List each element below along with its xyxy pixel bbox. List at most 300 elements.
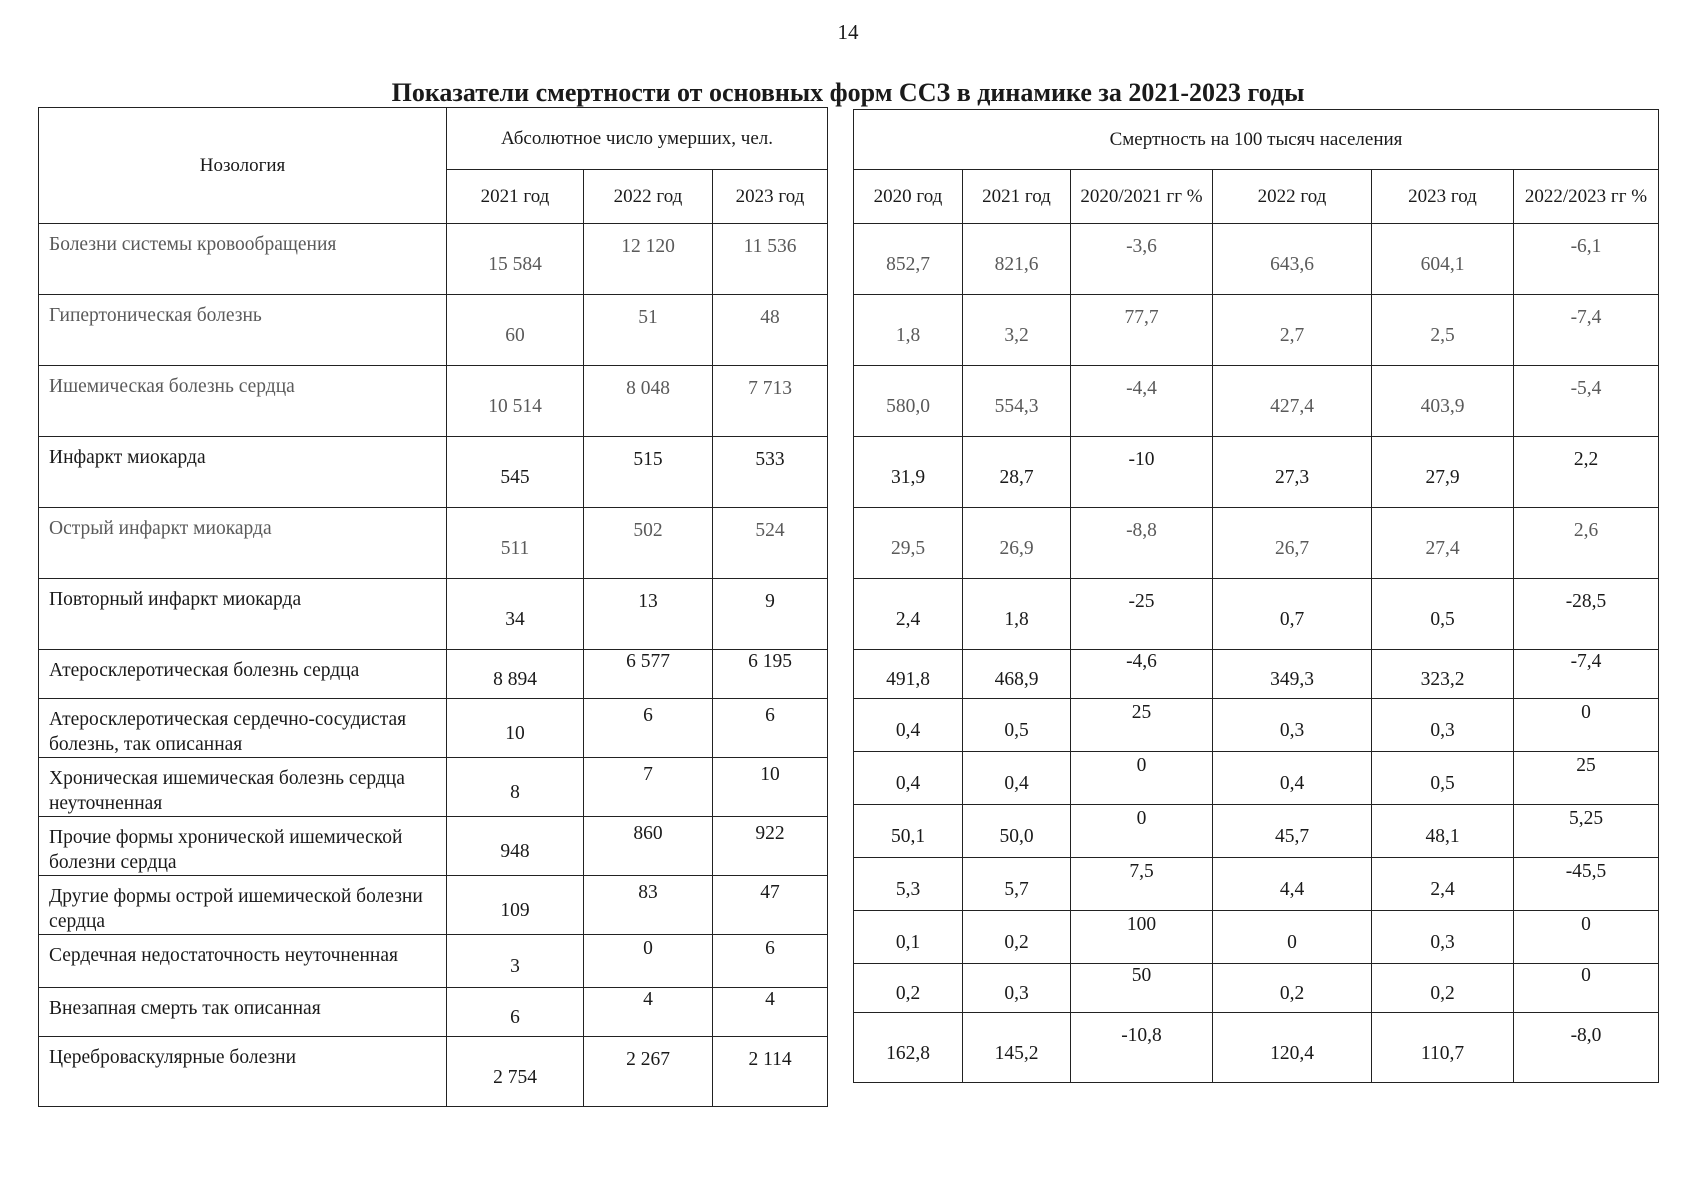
value-cell xyxy=(713,224,828,295)
value-cell xyxy=(1372,579,1514,650)
value-cell xyxy=(1213,752,1372,805)
table-row xyxy=(39,508,828,579)
cell-value: 48,1 xyxy=(1425,826,1460,847)
value-cell xyxy=(713,366,828,437)
cell-value: 109 xyxy=(500,900,530,921)
value-cell xyxy=(1372,1013,1514,1083)
value-cell xyxy=(1071,437,1213,508)
cell-value: 6 195 xyxy=(748,651,792,672)
value-cell xyxy=(854,437,963,508)
value-cell xyxy=(854,1013,963,1083)
cell-value: 403,9 xyxy=(1420,396,1465,417)
nosology-name: Атеросклеротическая сердечно-сосудистая болезнь, так описанная xyxy=(39,699,447,758)
value-cell xyxy=(447,650,584,699)
cell-value: 948 xyxy=(500,841,530,862)
value-cell xyxy=(1372,911,1514,964)
value-cell xyxy=(1514,752,1659,805)
value-cell xyxy=(1514,699,1659,752)
value-cell xyxy=(1213,964,1372,1013)
value-cell xyxy=(1071,911,1213,964)
value-cell xyxy=(713,1037,828,1107)
value-cell xyxy=(963,805,1071,858)
cell-value: 1,8 xyxy=(895,325,921,346)
table-row xyxy=(854,964,1659,1013)
nosology-name: Повторный инфаркт миокарда xyxy=(39,579,447,650)
cell-value: -7,4 xyxy=(1570,651,1602,672)
value-cell xyxy=(1514,964,1659,1013)
value-cell xyxy=(1071,964,1213,1013)
cell-value: 0,5 xyxy=(1004,720,1029,741)
cell-value: 515 xyxy=(633,449,663,470)
cell-value: 2,6 xyxy=(1573,520,1599,541)
value-cell xyxy=(1071,752,1213,805)
cell-value: 10 xyxy=(760,764,780,785)
cell-value: 2,4 xyxy=(1430,879,1455,900)
cell-value: 8 xyxy=(510,782,520,803)
value-cell xyxy=(1213,508,1372,579)
cell-value: 25 xyxy=(1576,755,1596,776)
value-cell xyxy=(854,699,963,752)
cell-value: 852,7 xyxy=(886,254,930,275)
cell-value: 0,4 xyxy=(895,773,921,794)
mortality-rate-table xyxy=(853,109,1659,1083)
table-row xyxy=(39,817,828,876)
table-row xyxy=(854,295,1659,366)
value-cell xyxy=(713,817,828,876)
cell-value: -8,0 xyxy=(1570,1024,1602,1046)
value-cell xyxy=(1372,366,1514,437)
value-cell xyxy=(854,295,963,366)
cell-value: 524 xyxy=(755,520,785,541)
value-cell xyxy=(713,699,828,758)
value-cell xyxy=(854,366,963,437)
value-cell xyxy=(963,508,1071,579)
value-cell xyxy=(963,699,1071,752)
mortality-rate-header: Смертность на 100 тысяч населения xyxy=(854,110,1659,170)
value-cell xyxy=(447,699,584,758)
cell-value: 2 267 xyxy=(626,1048,670,1070)
table-row xyxy=(854,911,1659,964)
document-title: Показатели смертности от основных форм ССЗ в динамике за 2021-2023 годы xyxy=(391,78,1305,107)
cell-value: 323,2 xyxy=(1420,669,1465,690)
cell-value: 6 577 xyxy=(626,651,670,672)
value-cell xyxy=(1213,579,1372,650)
value-cell xyxy=(447,437,584,508)
value-cell xyxy=(1514,1013,1659,1083)
cell-value: 28,7 xyxy=(999,467,1034,488)
cell-value: 0,4 xyxy=(895,720,921,741)
cell-value: 5,25 xyxy=(1568,808,1604,829)
value-cell xyxy=(1372,295,1514,366)
cell-value: 0,7 xyxy=(1279,609,1305,630)
cell-value: 604,1 xyxy=(1420,254,1465,275)
value-cell xyxy=(1514,805,1659,858)
cell-value: 50,0 xyxy=(999,826,1034,847)
cell-value: 7 xyxy=(643,764,653,785)
cell-value: 468,9 xyxy=(994,669,1039,690)
value-cell xyxy=(584,699,713,758)
cell-value: 554,3 xyxy=(994,396,1039,417)
table-row xyxy=(854,650,1659,699)
value-cell xyxy=(963,964,1071,1013)
value-cell xyxy=(963,858,1071,911)
nosology-name: Острый инфаркт миокарда xyxy=(39,508,447,579)
value-cell xyxy=(447,366,584,437)
cell-value: 10 xyxy=(505,723,525,744)
value-cell xyxy=(854,805,963,858)
nosology-name: Сердечная недостаточность неуточненная xyxy=(39,935,447,988)
nosology-name: Другие формы острой ишемической болезни сердца xyxy=(39,876,447,935)
value-cell xyxy=(1372,964,1514,1013)
cell-value: 51 xyxy=(638,307,658,328)
cell-value: 8 894 xyxy=(493,669,537,690)
table-row xyxy=(854,224,1659,295)
value-cell xyxy=(1071,366,1213,437)
cell-value: 4,4 xyxy=(1279,879,1305,900)
value-cell xyxy=(1514,366,1659,437)
value-cell xyxy=(1372,858,1514,911)
value-cell xyxy=(1213,805,1372,858)
value-cell xyxy=(584,508,713,579)
value-cell xyxy=(584,876,713,935)
cell-value: 25 xyxy=(1131,702,1152,723)
cell-value: 2 114 xyxy=(748,1048,792,1070)
table-row xyxy=(39,758,828,817)
cell-value: 0,2 xyxy=(895,983,921,1004)
value-cell xyxy=(584,935,713,988)
cell-value: 26,7 xyxy=(1274,538,1310,559)
value-cell xyxy=(713,876,828,935)
cell-value: 7,5 xyxy=(1129,861,1154,882)
cell-value: 34 xyxy=(505,609,525,630)
cell-value: 10 514 xyxy=(488,396,542,417)
table-row xyxy=(854,858,1659,911)
value-cell xyxy=(447,1037,584,1107)
value-cell xyxy=(447,817,584,876)
cell-value: 2,7 xyxy=(1279,325,1305,346)
cell-value: 5,7 xyxy=(1004,879,1029,900)
value-cell xyxy=(584,579,713,650)
value-cell xyxy=(447,988,584,1037)
cell-value: 0,5 xyxy=(1430,609,1455,630)
cell-value: 7 713 xyxy=(748,378,792,399)
cell-value: 9 xyxy=(765,591,775,612)
cell-value: 60 xyxy=(505,325,525,346)
value-cell xyxy=(713,935,828,988)
cell-value: 83 xyxy=(638,882,658,903)
cell-value: 0 xyxy=(1581,702,1591,723)
cell-value: 502 xyxy=(633,520,663,541)
value-cell xyxy=(1071,224,1213,295)
cell-value: 0 xyxy=(1136,755,1147,776)
cell-value: -8,8 xyxy=(1126,520,1157,541)
value-cell xyxy=(963,911,1071,964)
value-cell xyxy=(1514,911,1659,964)
table-row xyxy=(39,935,828,988)
cell-value: -10 xyxy=(1128,449,1155,470)
absolute-deaths-table xyxy=(38,107,828,1107)
cell-value: 427,4 xyxy=(1270,396,1314,417)
cell-value: 1,8 xyxy=(1004,609,1029,630)
value-cell xyxy=(854,650,963,699)
nosology-name: Цереброваскулярные болезни xyxy=(39,1037,447,1107)
cell-value: 145,2 xyxy=(994,1042,1039,1064)
cell-value: 6 xyxy=(765,938,775,959)
cell-value: -6,1 xyxy=(1570,236,1602,257)
value-cell xyxy=(854,579,963,650)
value-cell xyxy=(1071,699,1213,752)
value-cell xyxy=(447,508,584,579)
nosology-name: Атеросклеротическая болезнь сердца xyxy=(39,650,447,699)
cell-value: 15 584 xyxy=(488,254,542,275)
value-cell xyxy=(713,988,828,1037)
value-cell xyxy=(713,508,828,579)
value-cell xyxy=(1372,805,1514,858)
value-cell xyxy=(1213,858,1372,911)
value-cell xyxy=(963,1013,1071,1083)
value-cell xyxy=(713,579,828,650)
cell-value: 110,7 xyxy=(1420,1042,1465,1064)
value-cell xyxy=(1514,579,1659,650)
cell-value: 3,2 xyxy=(1004,325,1029,346)
cell-value: 860 xyxy=(633,823,663,844)
cell-value: 50,1 xyxy=(890,826,926,847)
value-cell xyxy=(1213,911,1372,964)
cell-value: 6 xyxy=(510,1007,520,1028)
cell-value: 100 xyxy=(1126,914,1157,935)
cell-value: 3 xyxy=(510,956,520,977)
value-cell xyxy=(1071,579,1213,650)
cell-value: 48 xyxy=(760,307,780,328)
cell-value: 0,2 xyxy=(1004,932,1029,953)
cell-value: -10,8 xyxy=(1121,1024,1162,1046)
cell-value: 580,0 xyxy=(886,396,930,417)
value-cell xyxy=(1071,650,1213,699)
cell-value: 27,3 xyxy=(1274,467,1310,488)
cell-value: 29,5 xyxy=(890,538,926,559)
nosology-name: Ишемическая болезнь сердца xyxy=(39,366,447,437)
value-cell xyxy=(1213,295,1372,366)
value-cell xyxy=(854,508,963,579)
value-cell xyxy=(854,224,963,295)
rate-column-header: 2023 год xyxy=(1372,170,1514,224)
nosology-name: Гипертоническая болезнь xyxy=(39,295,447,366)
value-cell xyxy=(1372,752,1514,805)
cell-value: 0,1 xyxy=(895,932,921,953)
value-cell xyxy=(1071,1013,1213,1083)
value-cell xyxy=(963,579,1071,650)
rate-column-header: 2021 год xyxy=(963,170,1071,224)
table-row xyxy=(854,437,1659,508)
cell-value: 27,4 xyxy=(1425,538,1460,559)
nosology-name: Болезни системы кровообращения xyxy=(39,224,447,295)
value-cell xyxy=(447,224,584,295)
value-cell xyxy=(1372,437,1514,508)
cell-value: -4,4 xyxy=(1126,378,1157,399)
cell-value: 4 xyxy=(643,989,653,1010)
cell-value: 13 xyxy=(638,591,658,612)
value-cell xyxy=(713,437,828,508)
value-cell xyxy=(584,366,713,437)
table-row xyxy=(39,1037,828,1107)
value-cell xyxy=(1372,699,1514,752)
value-cell xyxy=(963,752,1071,805)
cell-value: 26,9 xyxy=(999,538,1034,559)
table-row xyxy=(854,1013,1659,1083)
value-cell xyxy=(1514,437,1659,508)
value-cell xyxy=(713,295,828,366)
value-cell xyxy=(963,366,1071,437)
value-cell xyxy=(1514,295,1659,366)
value-cell xyxy=(1071,295,1213,366)
cell-value: 6 xyxy=(765,705,775,726)
table-row xyxy=(39,876,828,935)
table-row xyxy=(854,579,1659,650)
value-cell xyxy=(584,1037,713,1107)
value-cell xyxy=(1213,1013,1372,1083)
value-cell xyxy=(584,295,713,366)
rate-column-header: 2022 год xyxy=(1213,170,1372,224)
table-row xyxy=(854,805,1659,858)
cell-value: 349,3 xyxy=(1270,669,1314,690)
value-cell xyxy=(963,437,1071,508)
cell-value: 0,3 xyxy=(1430,932,1455,953)
value-cell xyxy=(854,752,963,805)
value-cell xyxy=(1514,224,1659,295)
nosology-name: Хроническая ишемическая болезнь сердца неуточненная xyxy=(39,758,447,817)
year-header: 2021 год xyxy=(447,170,584,224)
cell-value: -25 xyxy=(1128,591,1155,612)
cell-value: -3,6 xyxy=(1126,236,1157,257)
table-row xyxy=(854,752,1659,805)
value-cell xyxy=(1514,650,1659,699)
cell-value: 922 xyxy=(755,823,785,844)
cell-value: 0 xyxy=(1581,914,1591,935)
cell-value: 120,4 xyxy=(1270,1042,1314,1064)
value-cell xyxy=(1372,650,1514,699)
value-cell xyxy=(584,988,713,1037)
cell-value: 8 048 xyxy=(626,378,670,399)
page-number: 14 xyxy=(837,20,859,44)
cell-value: 491,8 xyxy=(886,669,930,690)
value-cell xyxy=(584,224,713,295)
cell-value: 0,2 xyxy=(1279,983,1305,1004)
value-cell xyxy=(447,876,584,935)
cell-value: 162,8 xyxy=(886,1042,930,1064)
value-cell xyxy=(1372,224,1514,295)
cell-value: 0,3 xyxy=(1430,720,1455,741)
cell-value: 0 xyxy=(1287,932,1297,953)
cell-value: -5,4 xyxy=(1570,378,1602,399)
cell-value: 45,7 xyxy=(1274,826,1310,847)
cell-value: 2 754 xyxy=(493,1066,537,1088)
value-cell xyxy=(1514,858,1659,911)
cell-value: -4,6 xyxy=(1126,651,1157,672)
cell-value: 2,2 xyxy=(1573,449,1599,470)
table-row xyxy=(854,508,1659,579)
table-row xyxy=(39,224,828,295)
value-cell xyxy=(713,650,828,699)
table-row xyxy=(39,437,828,508)
table-row xyxy=(39,650,828,699)
value-cell xyxy=(584,650,713,699)
value-cell xyxy=(1213,650,1372,699)
cell-value: 5,3 xyxy=(895,879,921,900)
value-cell xyxy=(963,295,1071,366)
value-cell xyxy=(713,758,828,817)
value-cell xyxy=(854,911,963,964)
cell-value: 6 xyxy=(643,705,653,726)
table-row xyxy=(39,295,828,366)
cell-value: -45,5 xyxy=(1565,861,1607,882)
value-cell xyxy=(447,579,584,650)
cell-value: 0,4 xyxy=(1004,773,1029,794)
cell-value: 0 xyxy=(643,938,653,959)
cell-value: -7,4 xyxy=(1570,307,1602,328)
year-header: 2022 год xyxy=(584,170,713,224)
rate-column-header: 2020 год xyxy=(854,170,963,224)
value-cell xyxy=(854,964,963,1013)
nosology-header: Нозология xyxy=(39,108,447,224)
table-row xyxy=(39,366,828,437)
value-cell xyxy=(1514,508,1659,579)
table-row xyxy=(39,579,828,650)
cell-value: 0,4 xyxy=(1279,773,1305,794)
nosology-name: Внезапная смерть так описанная xyxy=(39,988,447,1037)
value-cell xyxy=(1372,508,1514,579)
value-cell xyxy=(963,224,1071,295)
cell-value: 643,6 xyxy=(1270,254,1314,275)
cell-value: -28,5 xyxy=(1565,591,1607,612)
cell-value: 2,5 xyxy=(1430,325,1455,346)
cell-value: 11 536 xyxy=(743,236,797,257)
cell-value: 0,5 xyxy=(1430,773,1455,794)
cell-value: 0 xyxy=(1581,965,1591,986)
cell-value: 511 xyxy=(500,538,530,559)
cell-value: 4 xyxy=(765,989,775,1010)
value-cell xyxy=(1071,508,1213,579)
rate-column-header: 2022/2023 гг % xyxy=(1514,170,1659,224)
table-row xyxy=(854,366,1659,437)
cell-value: 2,4 xyxy=(895,609,921,630)
cell-value: 12 120 xyxy=(621,236,675,257)
cell-value: 545 xyxy=(500,467,530,488)
value-cell xyxy=(584,437,713,508)
value-cell xyxy=(584,758,713,817)
value-cell xyxy=(447,758,584,817)
value-cell xyxy=(1213,437,1372,508)
value-cell xyxy=(854,858,963,911)
value-cell xyxy=(1071,858,1213,911)
rate-column-header: 2020/2021 гг % xyxy=(1071,170,1213,224)
nosology-name: Инфаркт миокарда xyxy=(39,437,447,508)
value-cell xyxy=(584,817,713,876)
value-cell xyxy=(1213,699,1372,752)
cell-value: 77,7 xyxy=(1124,307,1159,328)
cell-value: 27,9 xyxy=(1425,467,1460,488)
value-cell xyxy=(1071,805,1213,858)
cell-value: 0,2 xyxy=(1430,983,1455,1004)
value-cell xyxy=(447,935,584,988)
cell-value: 0 xyxy=(1136,808,1147,829)
cell-value: 0,3 xyxy=(1004,983,1029,1004)
nosology-name: Прочие формы хронической ишемической болезни сердца xyxy=(39,817,447,876)
cell-value: 821,6 xyxy=(994,254,1039,275)
table-row xyxy=(39,699,828,758)
cell-value: 31,9 xyxy=(890,467,926,488)
value-cell xyxy=(963,650,1071,699)
cell-value: 533 xyxy=(755,449,785,470)
